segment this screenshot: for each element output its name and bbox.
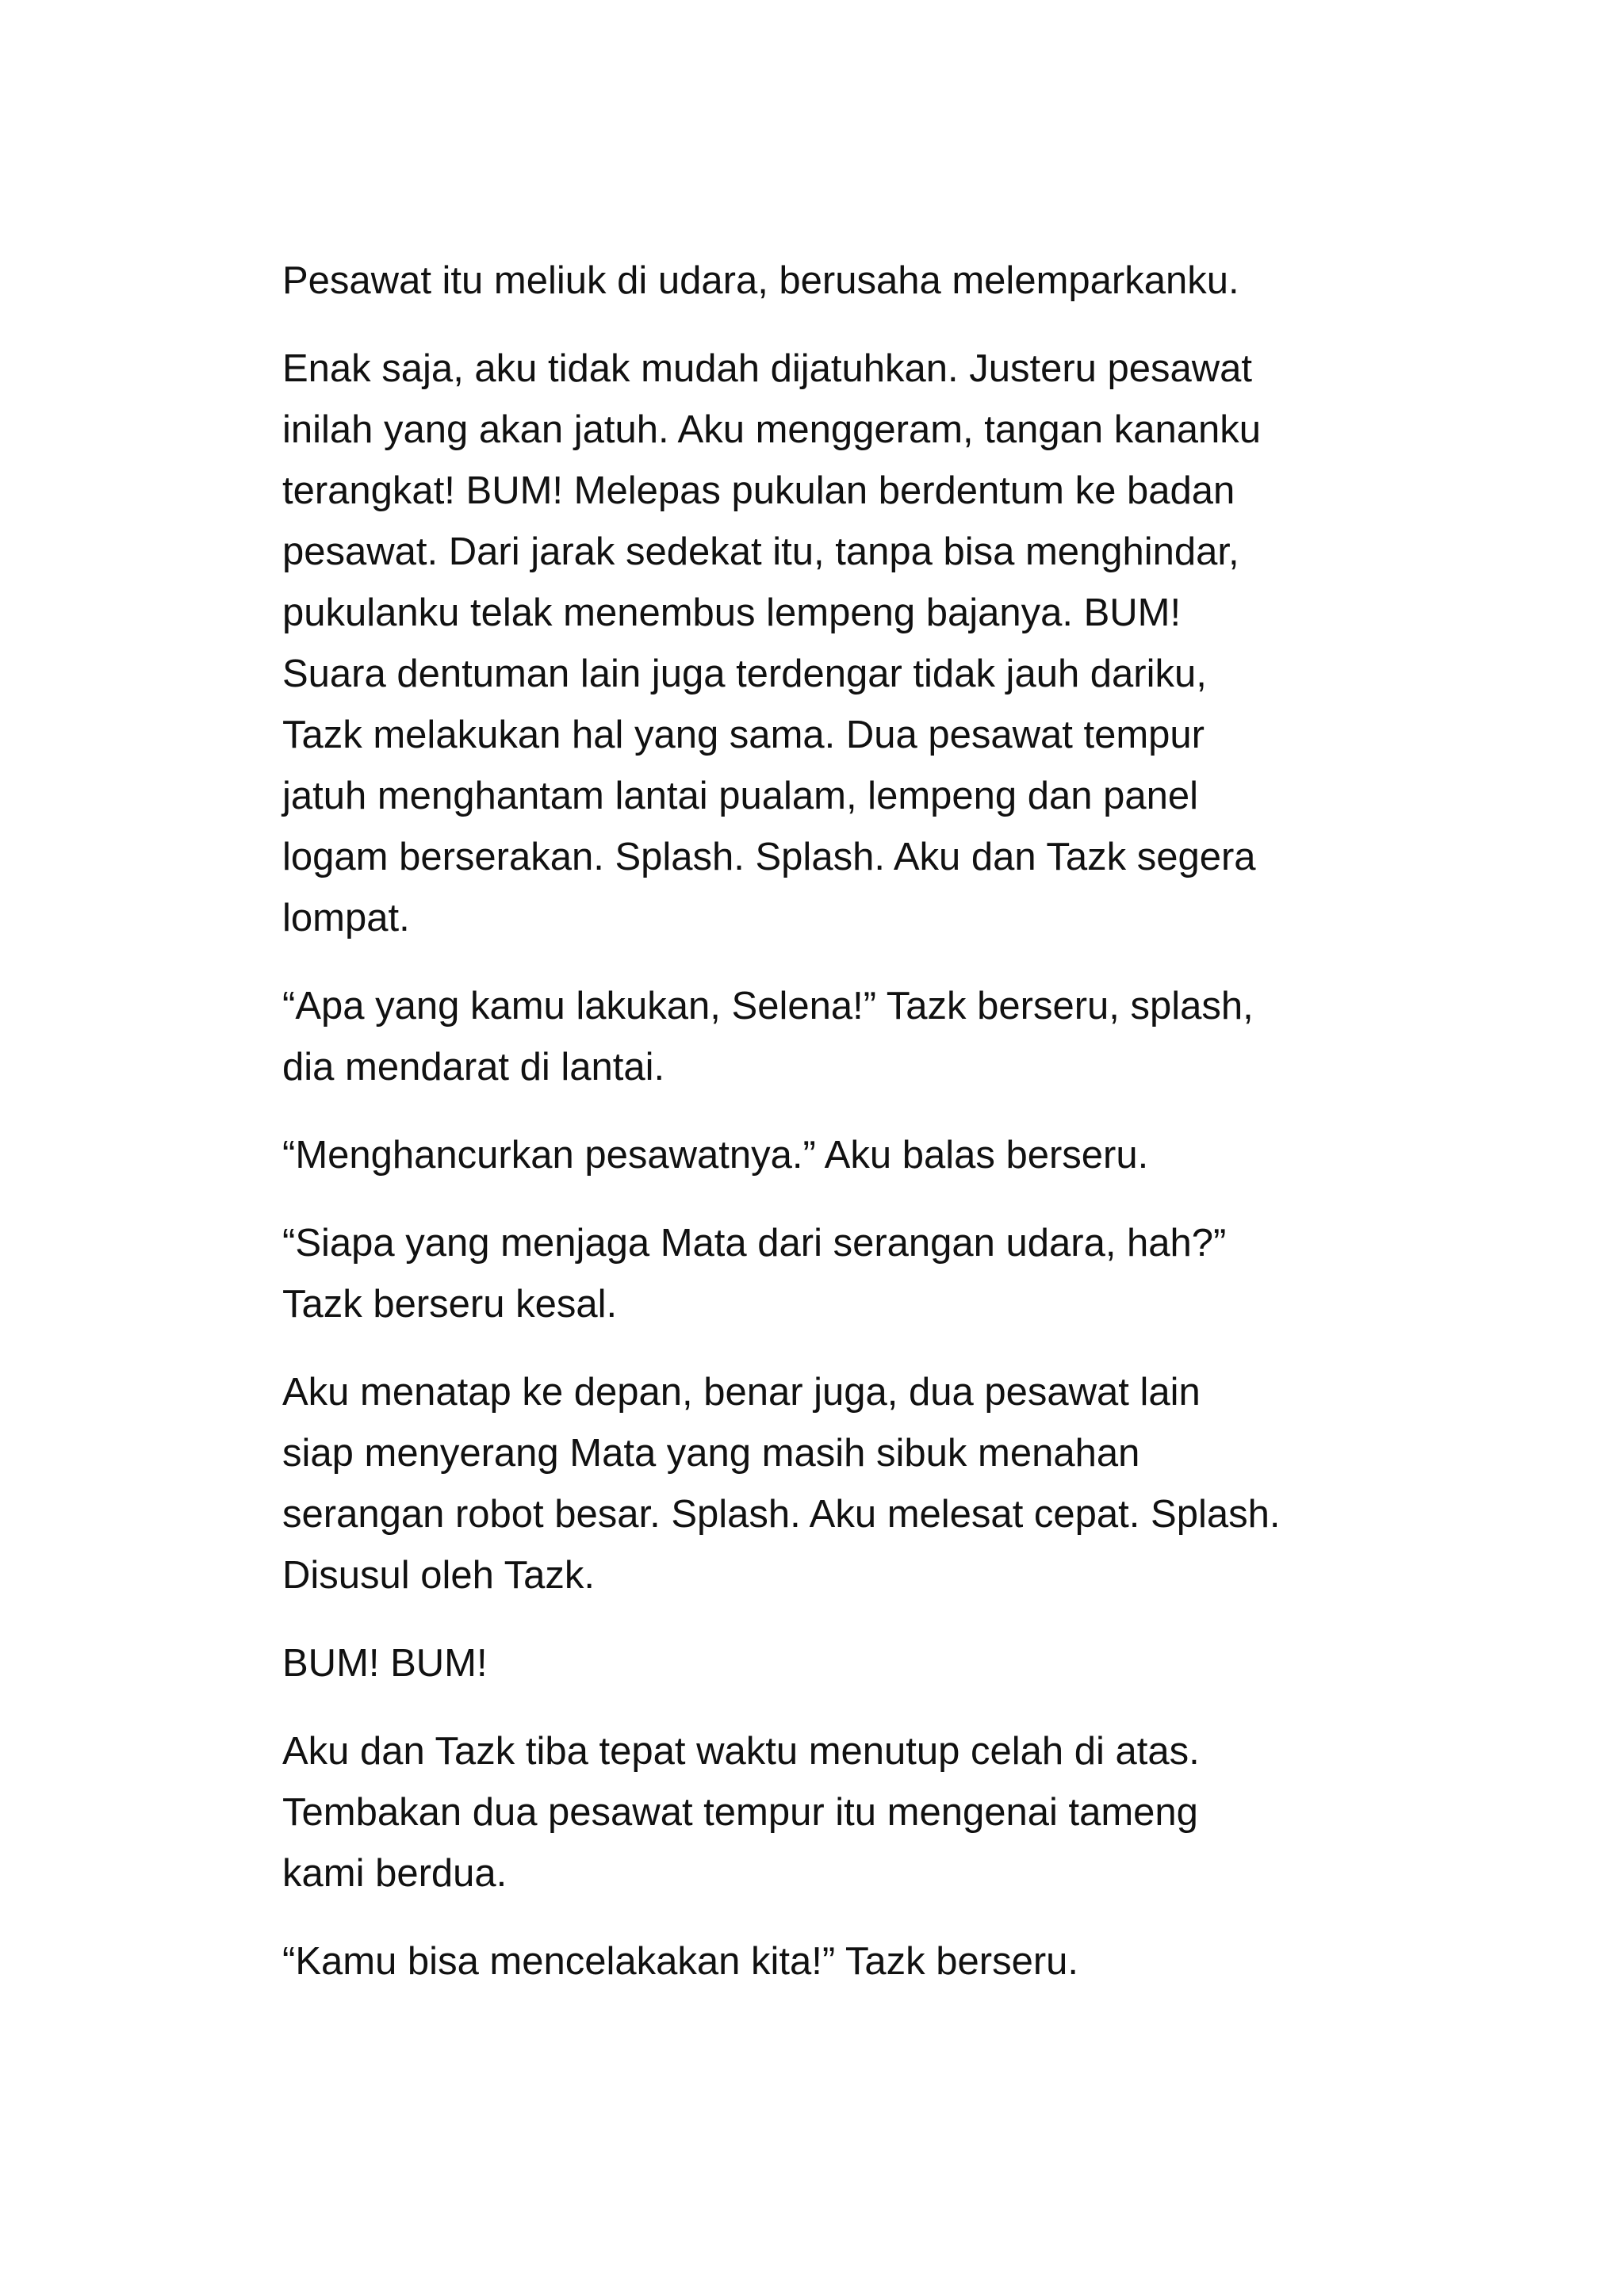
paragraph: “Siapa yang menjaga Mata dari serangan udara, hah?” Tazk berseru kesal. xyxy=(282,1222,1227,1326)
paragraph: BUM! BUM! xyxy=(282,1642,488,1685)
document-page xyxy=(282,251,1361,2019)
paragraph: Pesawat itu meliuk di udara, berusaha melemparkanku. xyxy=(282,259,1239,302)
paragraph: “Menghancurkan pesawatnya.” Aku balas berseru. xyxy=(282,1134,1149,1177)
paragraph: Aku menatap ke depan, benar juga, dua pesawat lain siap menyerang Mata yang masih sibuk menahan serangan robot besar. Splash. Aku melesat cepat. Splash. Disusul oleh Tazk. xyxy=(282,1371,1281,1597)
paragraph: Aku dan Tazk tiba tepat waktu menutup celah di atas. Tembakan dua pesawat tempur itu mengenai tameng kami berdua. xyxy=(282,1730,1200,1895)
paragraph: “Apa yang kamu lakukan, Selena!” Tazk berseru, splash, dia mendarat di lantai. xyxy=(282,985,1254,1089)
paragraph: “Kamu bisa mencelakakan kita!” Tazk berseru. xyxy=(282,1940,1079,1983)
paragraph: Enak saja, aku tidak mudah dijatuhkan. Justeru pesawat inilah yang akan jatuh. Aku menggeram, tangan kananku terangkat! BUM! Melepas pukulan berdentum ke badan pesawat. Dari jarak sedekat itu, tanpa bisa menghindar, pukulanku telak menembus lempeng bajanya. BUM! Suara dentuman lain juga terdengar tidak jauh dariku, Tazk melakukan hal yang sama. Dua pesawat tempur jatuh menghantam lantai pualam, lempeng dan panel logam berserakan. Splash. Splash. Aku dan Tazk segera lompat. xyxy=(282,347,1262,939)
